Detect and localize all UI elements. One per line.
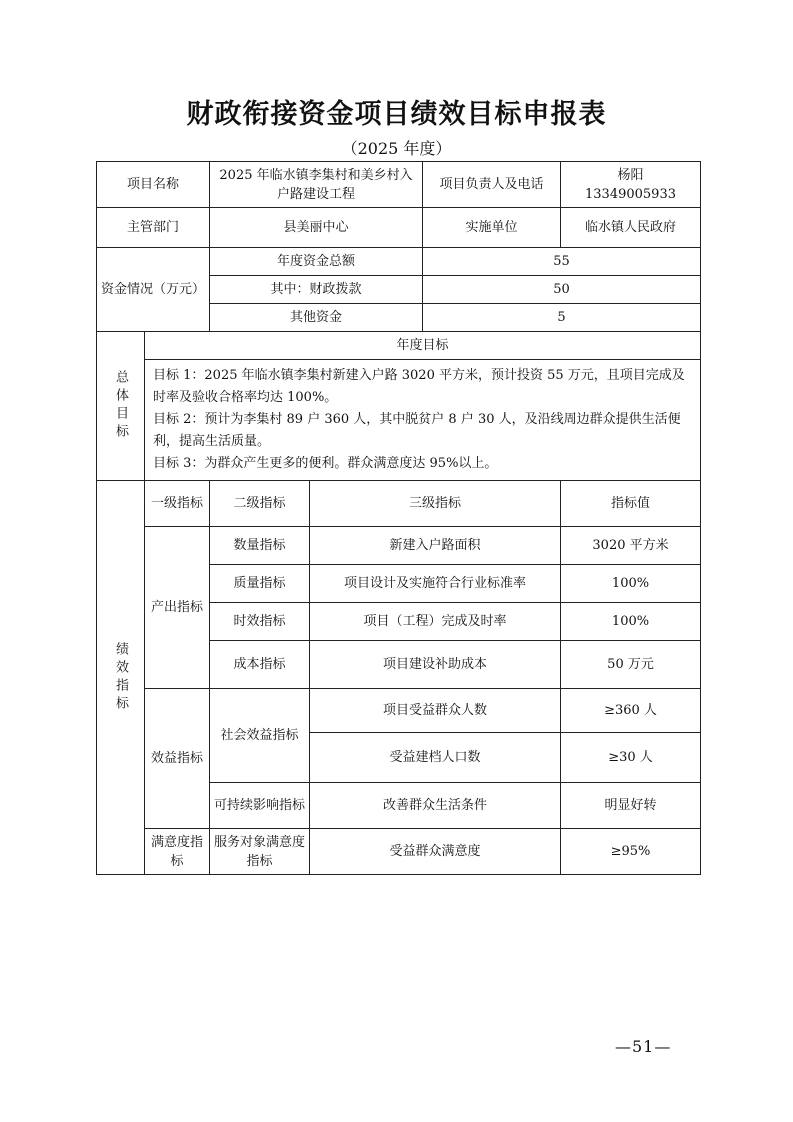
level3-cell: 改善群众生活条件	[310, 783, 561, 829]
indicator-row	[97, 527, 701, 565]
project-leader-label: 项目负责人及电话	[423, 162, 561, 208]
level3-cell: 项目受益群众人数	[310, 689, 561, 733]
value-cell: ≥360 人	[561, 689, 701, 733]
value-header: 指标值	[561, 481, 701, 527]
level3-cell: 项目（工程）完成及时率	[310, 603, 561, 641]
value-cell: ≥95%	[561, 829, 701, 875]
output-indicator-label: 产出指标	[145, 527, 210, 689]
level3-cell: 项目建设补助成本	[310, 641, 561, 689]
implementer-label: 实施单位	[423, 208, 561, 248]
level2-cell: 服务对象满意度指标	[210, 829, 310, 875]
level2-cell: 数量指标	[210, 527, 310, 565]
goal-item: 目标 2：预计为李集村 89 户 360 人，其中脱贫户 8 户 30 人，及沿线周边群众提供生活便利，提高生活质量。	[153, 412, 681, 449]
value-cell: 100%	[561, 603, 701, 641]
annual-goal-content	[145, 360, 701, 481]
department-value: 县美丽中心	[210, 208, 423, 248]
indicator-row	[97, 829, 701, 875]
overall-goal-label: 总体目标	[97, 332, 145, 481]
level3-header: 三级指标	[310, 481, 561, 527]
project-name-value: 2025 年临水镇李集村和美乡村入户路建设工程	[210, 162, 423, 208]
level1-header: 一级指标	[145, 481, 210, 527]
level3-cell: 受益群众满意度	[310, 829, 561, 875]
level3-cell: 项目设计及实施符合行业标准率	[310, 565, 561, 603]
project-leader-name: 杨阳	[617, 167, 644, 183]
funds-other-label: 其他资金	[210, 304, 423, 332]
social-benefit-label: 社会效益指标	[210, 689, 310, 783]
page-title: 财政衔接资金项目绩效目标申报表	[186, 99, 607, 130]
project-name-row	[97, 162, 701, 208]
goals-header-row	[97, 332, 701, 360]
page-subtitle: （2025 年度）	[341, 139, 452, 158]
level2-cell: 时效指标	[210, 603, 310, 641]
level2-cell: 质量指标	[210, 565, 310, 603]
goal-item: 目标 3：为群众产生更多的便利。群众满意度达 95%以上。	[153, 456, 498, 471]
value-cell: ≥30 人	[561, 733, 701, 783]
benefit-indicator-label: 效益指标	[145, 689, 210, 829]
value-cell: 50 万元	[561, 641, 701, 689]
funds-other-value: 5	[423, 304, 701, 332]
level3-cell: 新建入户路面积	[310, 527, 561, 565]
performance-target-table	[96, 161, 701, 875]
indicator-header-row	[97, 481, 701, 527]
sustain-impact-label: 可持续影响指标	[210, 783, 310, 829]
funds-fiscal-label: 其中：财政拨款	[210, 276, 423, 304]
project-leader-value	[561, 162, 701, 208]
project-name-label: 项目名称	[97, 162, 210, 208]
implementer-value: 临水镇人民政府	[561, 208, 701, 248]
department-row	[97, 208, 701, 248]
performance-indicator-label: 绩效指标	[97, 481, 145, 875]
department-label: 主管部门	[97, 208, 210, 248]
project-leader-phone: 13349005933	[585, 186, 676, 202]
satisfaction-indicator-label: 满意度指标	[145, 829, 210, 875]
indicator-row	[97, 689, 701, 733]
funds-fiscal-value: 50	[423, 276, 701, 304]
funds-row	[97, 248, 701, 276]
level3-cell: 受益建档人口数	[310, 733, 561, 783]
annual-goal-header: 年度目标	[145, 332, 701, 360]
funds-total-label: 年度资金总额	[210, 248, 423, 276]
level2-cell: 成本指标	[210, 641, 310, 689]
level2-header: 二级指标	[210, 481, 310, 527]
page-number: —51—	[615, 1037, 672, 1056]
value-cell: 明显好转	[561, 783, 701, 829]
goals-content-row	[97, 360, 701, 481]
value-cell: 100%	[561, 565, 701, 603]
goal-item: 目标 1：2025 年临水镇李集村新建入户路 3020 平方米，预计投资 55 万元，且项目完成及时率及验收合格率均达 100%。	[153, 368, 685, 405]
funds-label: 资金情况（万元）	[97, 248, 210, 332]
value-cell: 3020 平方米	[561, 527, 701, 565]
funds-total-value: 55	[423, 248, 701, 276]
